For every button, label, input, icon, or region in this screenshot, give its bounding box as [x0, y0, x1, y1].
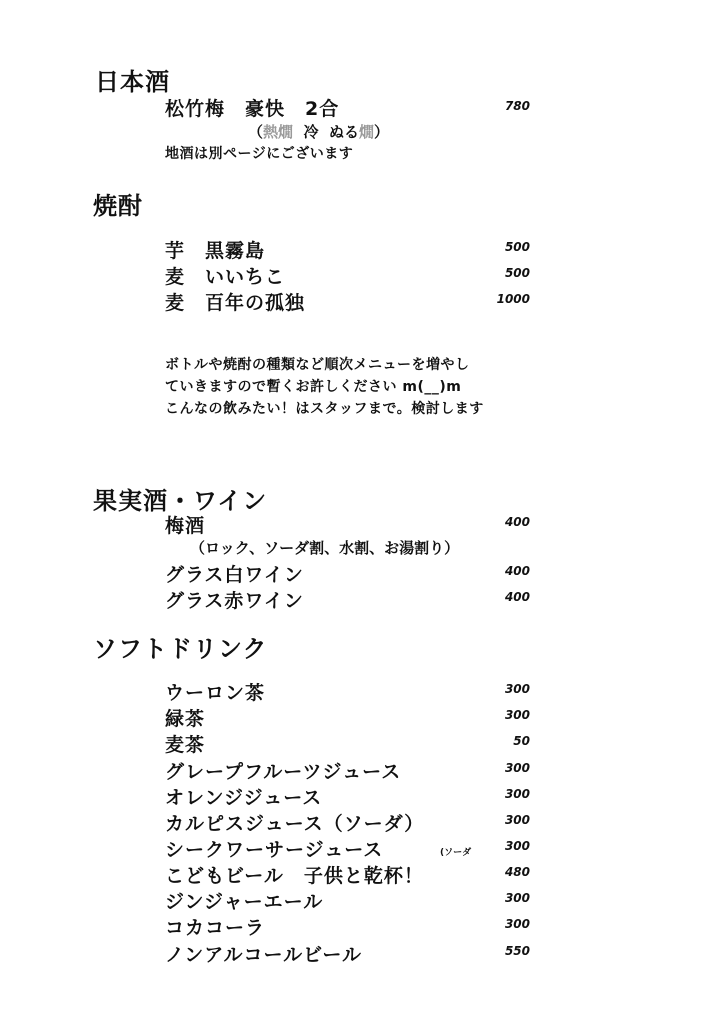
price: 300 [504, 813, 530, 827]
price: 300 [504, 891, 530, 905]
menu-item: オレンジジュース [165, 787, 323, 809]
menu-item: グレープフルーツジュース [165, 761, 402, 783]
menu-item-umeshu: 梅酒 [165, 515, 206, 537]
menu-item: ウーロン茶 [165, 682, 266, 704]
sake-serving-options [248, 121, 389, 142]
soft-drink-header: ソフトドリンク [93, 635, 268, 663]
menu-item: カルピスジュース（ソーダ） [165, 813, 425, 835]
sake-header: 日本酒 [95, 68, 170, 96]
menu-item: シークワーサージュース [165, 839, 384, 861]
price-shochikubai: 780 [504, 99, 530, 113]
menu-item: 麦 いいちこ [165, 266, 286, 288]
menu-item: コカコーラ [165, 917, 266, 939]
price: 480 [504, 865, 530, 879]
price: 300 [504, 761, 530, 775]
menu-item: グラス白ワイン [165, 564, 304, 586]
menu-item: ノンアルコールビール [165, 944, 362, 966]
price: 50 [513, 734, 530, 748]
option-kan: 燗 [358, 123, 374, 141]
price: 500 [504, 240, 530, 254]
price: 1000 [496, 292, 530, 306]
umeshu-serving-options: （ロック、ソーダ割、水割、お湯割り） [190, 539, 460, 557]
price: 500 [504, 266, 530, 280]
menu-item: 麦 百年の孤独 [165, 292, 306, 314]
fruit-wine-header: 果実酒・ワイン [93, 487, 268, 515]
option-nuru: ぬる [328, 123, 359, 141]
menu-item: 芋 黒霧島 [165, 240, 266, 262]
price-umeshu: 400 [504, 515, 530, 529]
paren-open: （ [248, 123, 264, 141]
price: 550 [504, 944, 530, 958]
price: 300 [504, 682, 530, 696]
jizake-note: 地酒は別ページにございます [165, 146, 354, 162]
paren-close: ） [373, 123, 389, 141]
price: 400 [504, 590, 530, 604]
menu-item: 麦茶 [165, 734, 206, 756]
menu-item: 緑茶 [165, 708, 206, 730]
shikuwasa-soda-note: (ソーダ [440, 848, 472, 858]
menu-item: こどもビール 子供と乾杯！ [165, 865, 424, 887]
menu-item: グラス赤ワイン [165, 590, 304, 612]
shochu-header: 焼酎 [93, 192, 143, 220]
notice-line: ていきますので暫くお許しください m(__)m [165, 379, 462, 395]
notice-line: ボトルや焼酎の種類など順次メニューを増やし [165, 357, 470, 373]
menu-item: ジンジャーエール [165, 891, 324, 913]
price: 300 [504, 839, 530, 853]
notice-line: こんなの飲みたい！はスタッフまで。検討します [165, 401, 484, 417]
price: 300 [504, 708, 530, 722]
price: 300 [504, 787, 530, 801]
price: 400 [504, 564, 530, 578]
option-rei: 冷 [303, 123, 319, 141]
price: 300 [504, 917, 530, 931]
option-atsukan: 熱燗 [263, 123, 294, 141]
menu-item-shochikubai: 松竹梅 豪快 2合 [165, 98, 340, 120]
